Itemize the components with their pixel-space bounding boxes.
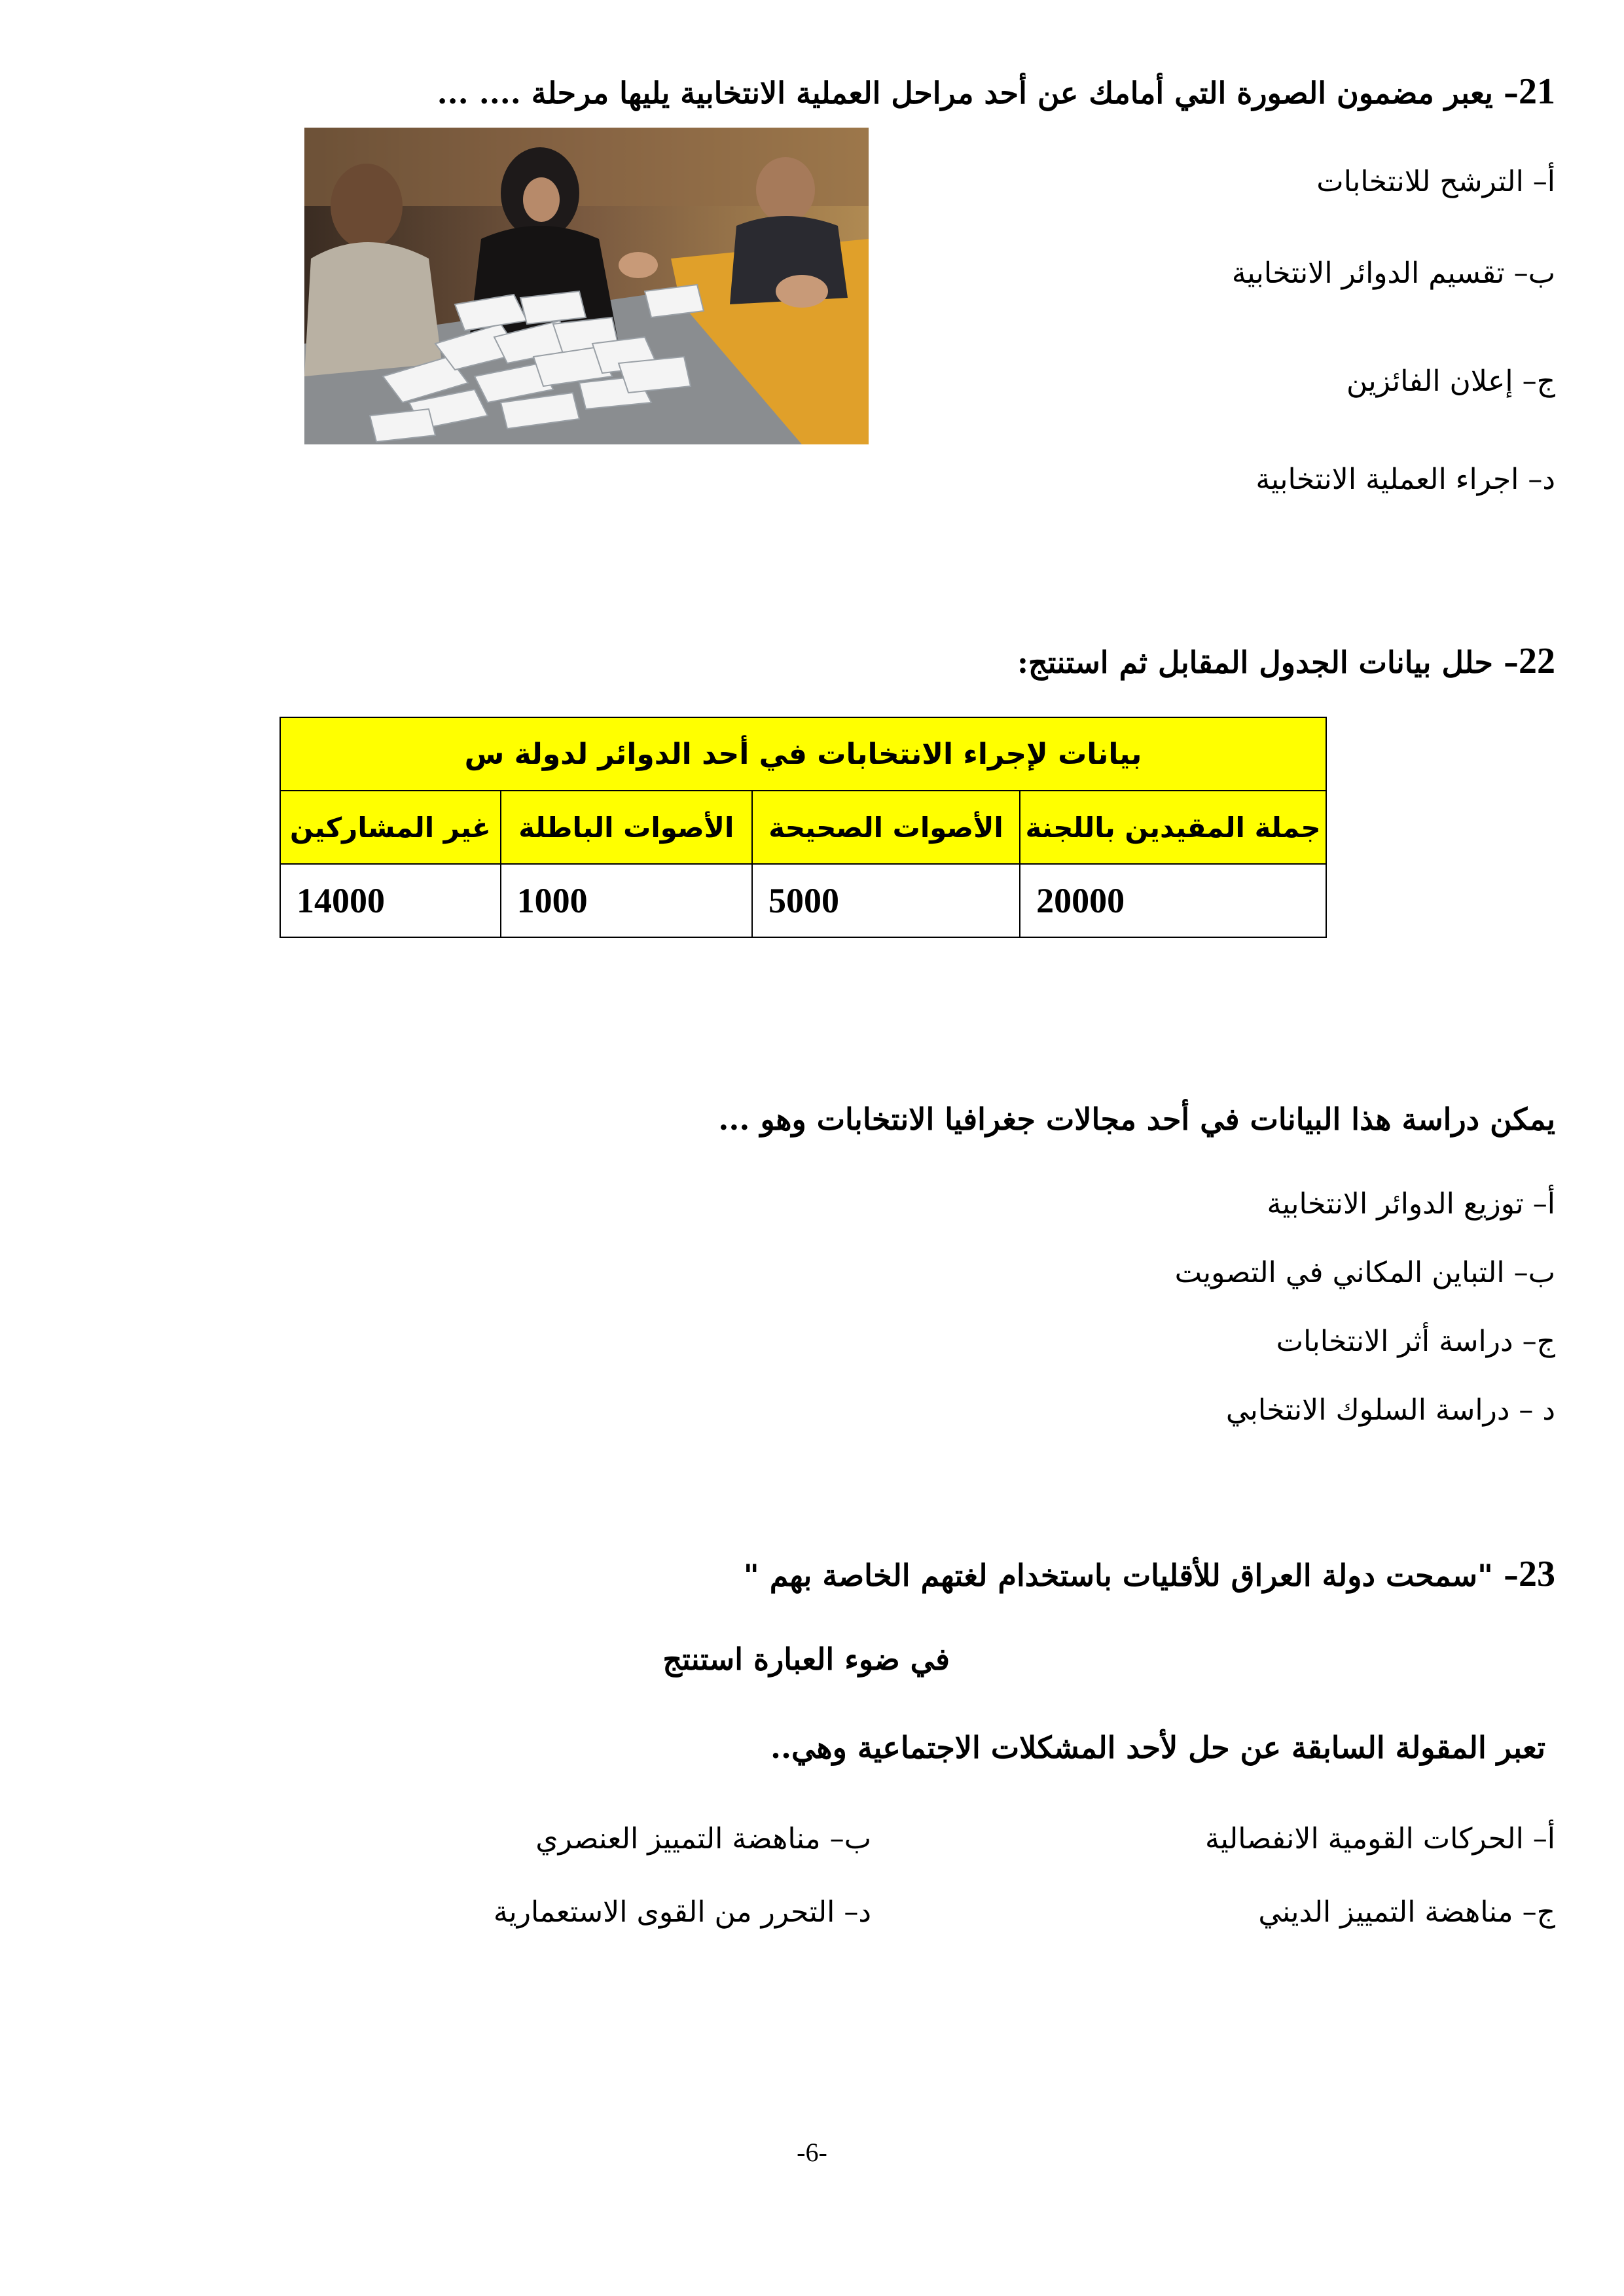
q23-option-c: ج– مناهضة التمييز الديني (1258, 1895, 1555, 1929)
q23-prompt: تعبر المقولة السابقة عن حل لأحد المشكلات الاجتماعية وهي.. (770, 1730, 1545, 1765)
q22-option-d: د – دراسة السلوك الانتخابي (1225, 1393, 1555, 1427)
question-23-text: – "سمحت دولة العراق للأقليات باستخدام لغتهم الخاصة بهم " (743, 1558, 1519, 1593)
q22-option-c: ج– دراسة أثر الانتخابات (1276, 1325, 1555, 1358)
q21-option-a: أ– الترشح للانتخابات (1316, 165, 1555, 198)
question-22-number: 22 (1519, 641, 1555, 681)
value-invalid-votes: 1000 (501, 864, 752, 937)
question-23-number: 23 (1519, 1554, 1555, 1594)
question-22-text: – حلل بيانات الجدول المقابل ثم استنتج: (1017, 645, 1519, 680)
question-21-text: – يعبر مضمون الصورة التي أمامك عن أحد مراحل العملية الانتخابية يليها مرحلة .... ... (437, 75, 1519, 111)
q22-option-a: أ– توزيع الدوائر الانتخابية (1267, 1187, 1555, 1221)
question-21 (437, 72, 1555, 113)
q21-option-b: ب– تقسيم الدوائر الانتخابية (1231, 257, 1555, 290)
table-header-row (280, 791, 1326, 864)
q23-subtitle: في ضوء العبارة استنتج (662, 1641, 950, 1677)
header-non-participants: غير المشاركين (280, 791, 501, 864)
q21-option-c: ج– إعلان الفائزين (1346, 365, 1555, 398)
q22-prompt: يمكن دراسة هذا البيانات في أحد مجالات جغرافيا الانتخابات وهو ... (718, 1102, 1555, 1137)
question-21-number: 21 (1519, 71, 1555, 112)
q23-option-d: د– التحرر من القوى الاستعمارية (493, 1895, 871, 1929)
q23-option-b: ب– مناهضة التمييز العنصري (535, 1822, 871, 1856)
table-title-row (280, 717, 1326, 791)
page-number: -6- (797, 2138, 827, 2167)
value-valid-votes: 5000 (752, 864, 1020, 937)
header-registered: جملة المقيدين باللجنة (1020, 791, 1326, 864)
value-non-participants: 14000 (280, 864, 501, 937)
q23-option-a: أ– الحركات القومية الانفصالية (1205, 1822, 1555, 1856)
q22-option-b: ب– التباين المكاني في التصويت (1174, 1256, 1555, 1289)
header-valid-votes: الأصوات الصحيحة (752, 791, 1020, 864)
question-22 (1017, 641, 1555, 682)
election-data-table (280, 717, 1327, 938)
question-23 (744, 1554, 1555, 1595)
table-values-row (280, 864, 1326, 937)
photo-illustration (304, 128, 869, 444)
vote-counting-photo (304, 128, 869, 444)
value-registered: 20000 (1020, 864, 1326, 937)
q21-option-d: د– اجراء العملية الانتخابية (1255, 463, 1555, 496)
header-invalid-votes: الأصوات الباطلة (501, 791, 752, 864)
table-title: بيانات لإجراء الانتخابات في أحد الدوائر لدولة س (280, 717, 1326, 791)
